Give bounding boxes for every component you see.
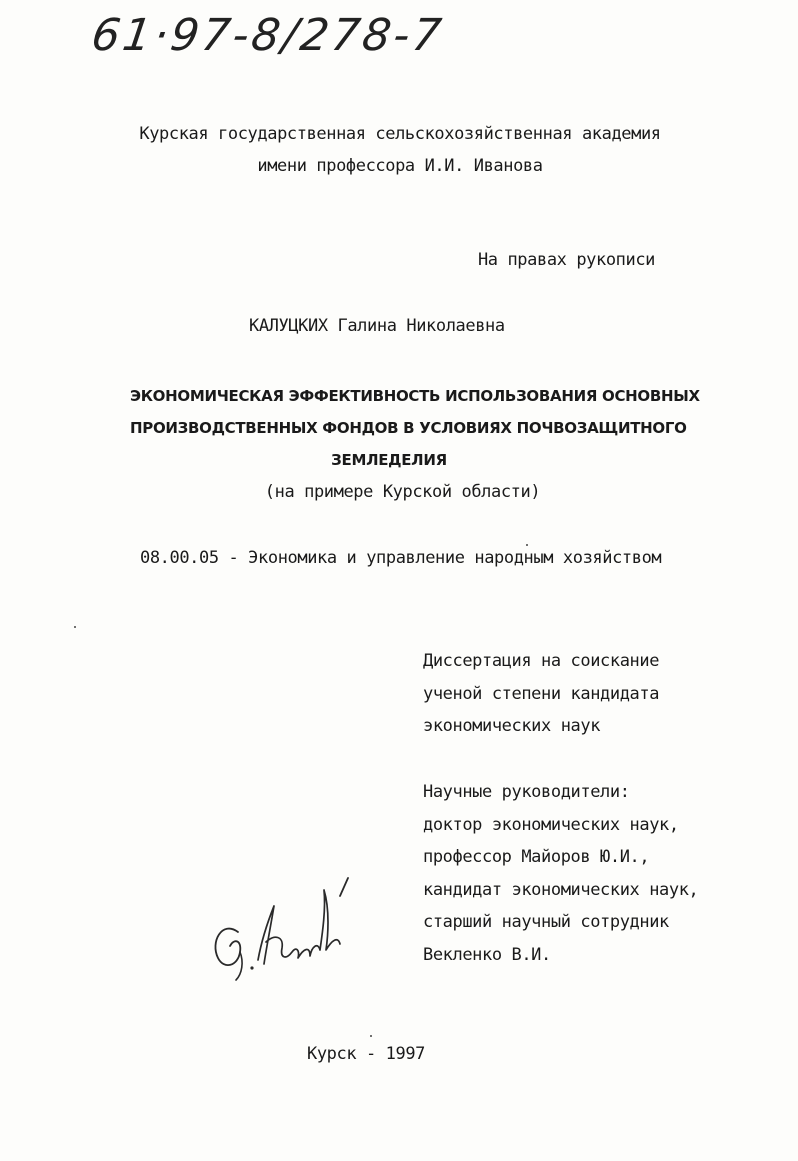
- supervisors: [423, 776, 698, 971]
- degree-line-3: экономических наук: [423, 716, 601, 736]
- title-line-1: ЭКОНОМИЧЕСКАЯ ЭФФЕКТИВНОСТЬ ИСПОЛЬЗОВАНИЯ ОСНОВНЫХ: [130, 387, 700, 405]
- supervisor-line-4: старший научный сотрудник: [423, 912, 669, 932]
- degree-line-1: Диссертация на соискание: [423, 651, 660, 671]
- author-name: КАЛУЦКИХ Галина Николаевна: [249, 316, 505, 336]
- scan-speck: [370, 1035, 372, 1037]
- title-line-3: ЗЕМЛЕДЕЛИЯ: [331, 451, 447, 469]
- supervisor-line-2: профессор Майоров Ю.И.,: [423, 847, 650, 867]
- institution-line-2: имени профессора И.И. Иванова: [257, 156, 543, 176]
- supervisors-heading: Научные руководители:: [423, 782, 630, 802]
- dissertation-title: [130, 380, 700, 476]
- supervisor-line-3: кандидат экономических наук,: [423, 879, 699, 900]
- handwritten-signature: [200, 850, 360, 990]
- institution-name: [130, 118, 670, 182]
- supervisor-line-5: Векленко В.И.: [423, 944, 551, 965]
- specialty-code: 08.00.05 - Экономика и управление народным хозяйством: [140, 548, 662, 568]
- institution-line-1: Курская государственная сельскохозяйственная академия: [139, 124, 661, 144]
- scan-speck: [526, 544, 528, 546]
- city-year: Курск - 1997: [307, 1044, 426, 1064]
- title-line-2: ПРОИЗВОДСТВЕННЫХ ФОНДОВ В УСЛОВИЯХ ПОЧВОЗАЩИТНОГО: [130, 419, 687, 437]
- archive-number: 61·97-8/278-7: [88, 10, 448, 61]
- degree-line-2: ученой степени кандидата: [423, 683, 660, 704]
- subtitle: (на примере Курской области): [264, 482, 541, 502]
- scan-speck: [74, 626, 76, 628]
- manuscript-rights: На правах рукописи: [477, 250, 655, 270]
- dissertation-degree: [423, 645, 659, 743]
- supervisor-line-1: доктор экономических наук,: [423, 814, 679, 835]
